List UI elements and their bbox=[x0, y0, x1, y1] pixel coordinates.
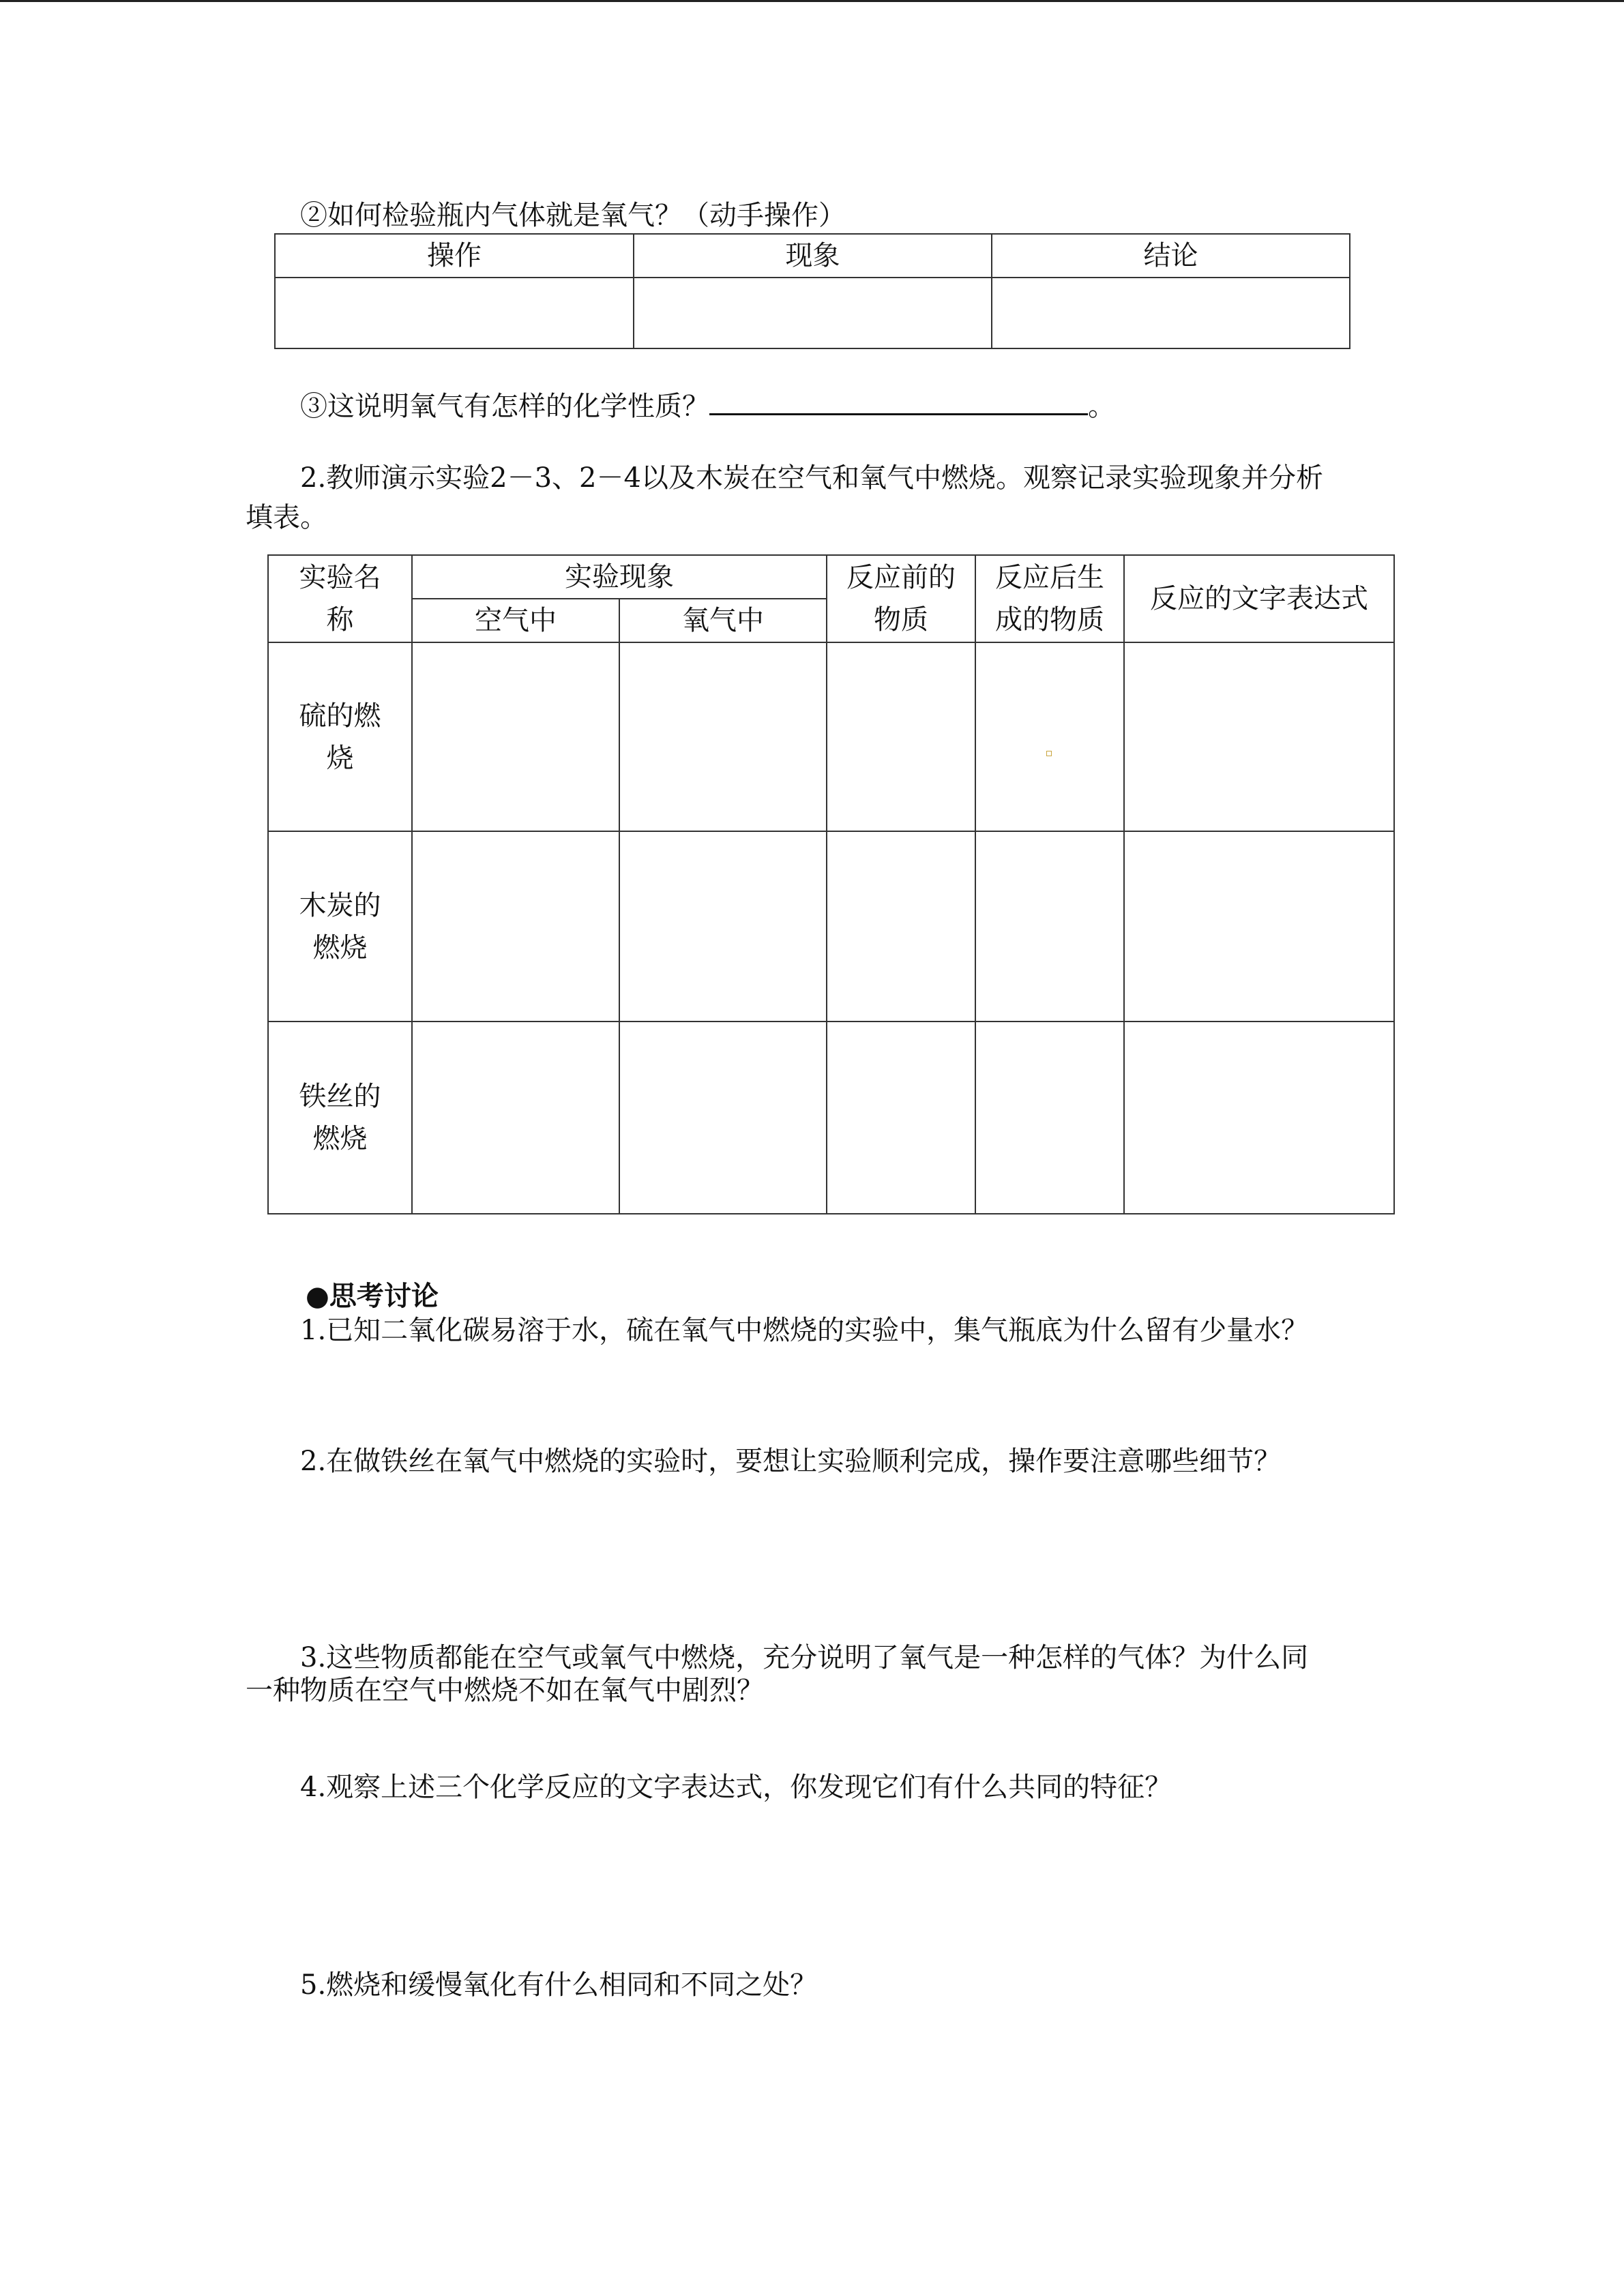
step3-suffix: 。 bbox=[1088, 391, 1115, 422]
table-row bbox=[268, 1022, 1394, 1214]
q2-line2: 填表。 bbox=[246, 502, 327, 533]
header-experiment-name: 实验名 称 bbox=[268, 555, 412, 642]
discussion-q3-line1: 3.这些物质都能在空气或氧气中燃烧，充分说明了氧气是一种怎样的气体？为什么同 bbox=[300, 1642, 1309, 1673]
cell-blank[interactable] bbox=[619, 1022, 827, 1214]
step2-text: ②如何检验瓶内气体就是氧气？（动手操作） bbox=[300, 200, 846, 231]
answer-blank-line[interactable] bbox=[709, 386, 1088, 415]
row-label-charcoal: 木炭的 燃烧 bbox=[268, 831, 412, 1022]
cell-blank[interactable] bbox=[412, 642, 619, 831]
header-in-air: 空气中 bbox=[412, 599, 619, 642]
header-operation: 操作 bbox=[275, 234, 634, 278]
discussion-heading: ●思考讨论 bbox=[306, 1280, 439, 1312]
cell-blank[interactable] bbox=[1124, 642, 1394, 831]
header-in-oxygen: 氧气中 bbox=[619, 599, 827, 642]
row-label-sulfur: 硫的燃 烧 bbox=[268, 642, 412, 831]
cell-blank[interactable] bbox=[827, 1022, 975, 1214]
header-phenomenon: 现象 bbox=[634, 234, 992, 278]
header-phenomenon: 实验现象 bbox=[412, 555, 827, 599]
combustion-table bbox=[267, 554, 1395, 1214]
page-top-border bbox=[0, 0, 1624, 2]
cell-blank[interactable] bbox=[1124, 831, 1394, 1022]
table-row bbox=[268, 831, 1394, 1022]
cell-phenomenon-blank[interactable] bbox=[634, 278, 992, 348]
q2-line1: 2.教师演示实验2－3、2－4以及木炭在空气和氧气中燃烧。观察记录实验现象并分析 bbox=[300, 462, 1323, 494]
cell-operation-blank[interactable] bbox=[275, 278, 634, 348]
discussion-q5: 5.燃烧和缓慢氧化有什么相同和不同之处？ bbox=[300, 1969, 818, 2001]
oxygen-test-table bbox=[274, 233, 1350, 349]
step3-question bbox=[300, 385, 1115, 428]
header-conclusion: 结论 bbox=[992, 234, 1350, 278]
header-word-equation: 反应的文字表达式 bbox=[1124, 555, 1394, 642]
cell-blank[interactable] bbox=[975, 642, 1124, 831]
cell-blank[interactable] bbox=[975, 1022, 1124, 1214]
step3-prefix: ③这说明氧气有怎样的化学性质？ bbox=[300, 391, 709, 422]
cell-blank[interactable] bbox=[827, 642, 975, 831]
cell-blank[interactable] bbox=[1124, 1022, 1394, 1214]
cell-blank[interactable] bbox=[827, 831, 975, 1022]
header-reactants: 反应前的 物质 bbox=[827, 555, 975, 642]
cell-blank[interactable] bbox=[619, 831, 827, 1022]
discussion-q2: 2.在做铁丝在氧气中燃烧的实验时，要想让实验顺利完成，操作要注意哪些细节？ bbox=[300, 1446, 1282, 1477]
discussion-q1: 1.已知二氧化碳易溶于水，硫在氧气中燃烧的实验中，集气瓶底为什么留有少量水？ bbox=[300, 1315, 1309, 1346]
cell-conclusion-blank[interactable] bbox=[992, 278, 1350, 348]
cell-blank[interactable] bbox=[975, 831, 1124, 1022]
discussion-q3-line2: 一种物质在空气中燃烧不如在氧气中剧烈？ bbox=[246, 1675, 764, 1706]
row-label-iron-wire: 铁丝的 燃烧 bbox=[268, 1022, 412, 1214]
cell-blank[interactable] bbox=[619, 642, 827, 831]
header-products: 反应后生 成的物质 bbox=[975, 555, 1124, 642]
discussion-q4: 4.观察上述三个化学反应的文字表达式，你发现它们有什么共同的特征？ bbox=[300, 1772, 1172, 1803]
cell-blank[interactable] bbox=[412, 1022, 619, 1214]
table-row bbox=[268, 642, 1394, 831]
cell-blank[interactable] bbox=[412, 831, 619, 1022]
small-mark bbox=[1046, 751, 1052, 756]
